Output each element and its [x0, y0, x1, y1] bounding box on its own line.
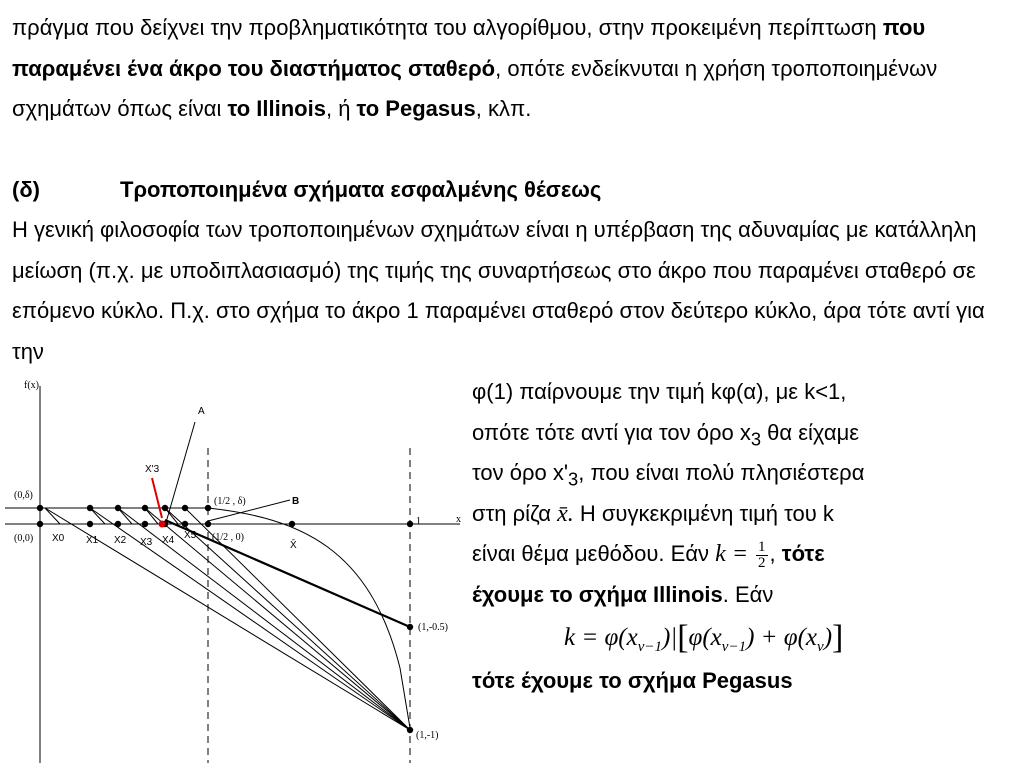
intro-paragraph	[12, 8, 1012, 130]
formula-left-bracket: [	[677, 619, 689, 656]
point	[407, 727, 413, 733]
zigzag	[90, 508, 105, 524]
right-line-3	[472, 453, 1017, 494]
label-x2: X2	[114, 535, 127, 546]
right-line-2	[472, 413, 1017, 454]
right-line-6-post: . Εάν	[722, 581, 774, 607]
modified-secant	[165, 520, 410, 627]
right-line-6	[472, 575, 1017, 616]
right-line-3-text: τον όρο x'	[472, 460, 569, 485]
formula-mid2: φ(x	[688, 624, 722, 651]
right-line-5	[472, 534, 1017, 575]
intro-text-1: πράγμα που δείχνει την προβληματικότητα του αλγορίθμου, στην προκειμένη περίπτωση	[12, 15, 883, 40]
right-line-5-text: είναι θέμα μεθόδου. Εάν	[472, 541, 716, 566]
illinois-scheme: έχουμε το σχήμα Illinois	[472, 581, 723, 607]
point	[162, 505, 168, 511]
false-position-diagram	[0, 378, 470, 768]
right-line-5-comma: ,	[769, 541, 782, 566]
right-column	[472, 372, 1017, 702]
intro-bold-pegasus: το Pegasus	[356, 96, 476, 121]
point	[115, 521, 121, 527]
label-0-0: (0,0)	[14, 533, 34, 544]
fraction-denominator: 2	[758, 554, 766, 571]
label-half-delta: (1/2 , δ)	[214, 496, 246, 507]
intro-text-2: , οπότε ενδείκνυται η χρήση τροποποιημένων σχημάτων όπως είναι	[12, 55, 938, 121]
secant	[145, 508, 410, 730]
y-axis-label: f(x)	[24, 380, 39, 391]
right-line-5-bold: τότε	[781, 541, 825, 566]
fraction-numerator: 1	[758, 538, 766, 555]
point	[87, 505, 93, 511]
label-1-minus-1: (1,-1)	[416, 730, 439, 741]
point	[182, 521, 188, 527]
label-0-delta: (0,δ)	[14, 490, 33, 501]
label-x3-prime: X'3	[145, 464, 160, 475]
label-x5: X5	[184, 530, 197, 541]
intro-bold-fixed-end: που παραμένει ένα άκρο του διαστήματος σταθερό	[12, 15, 926, 81]
right-line-4-text: στη ρίζα	[472, 500, 558, 526]
half-fraction	[756, 540, 768, 571]
point	[289, 521, 295, 527]
point	[407, 521, 413, 527]
point	[87, 521, 93, 527]
intro-bold-illinois: το Illinois	[227, 96, 326, 121]
secant	[165, 508, 410, 730]
formula-mid4: )	[823, 624, 833, 651]
x3-prime-point	[159, 521, 166, 528]
right-line-2-sub: 3	[750, 427, 762, 449]
right-line-1: φ(1) παίρνουμε την τιμή kφ(α), με k<1,	[472, 379, 847, 404]
formula-sub2: v−1	[721, 639, 747, 655]
label-x3: X3	[140, 537, 153, 548]
formula-mid1: )|	[662, 624, 678, 651]
point	[142, 521, 148, 527]
right-line-2-post: θα είχαμε	[761, 419, 860, 445]
formula-right-bracket: ]	[832, 619, 844, 656]
right-line-3-sub: 3	[568, 468, 579, 490]
formula-mid3: ) + φ(x	[746, 624, 818, 651]
point	[37, 521, 43, 527]
point	[407, 624, 413, 630]
pegasus-scheme: τότε έχουμε το σχήμα Pegasus	[472, 668, 793, 693]
label-x4: X4	[162, 535, 175, 546]
label-a: A	[198, 406, 205, 417]
line-to-a	[165, 422, 195, 526]
right-line-2-text: οπότε τότε αντί για τον όρο x	[472, 419, 751, 445]
right-line-3-post: , που είναι πολύ πλησιέστερα	[578, 460, 865, 485]
section-heading	[12, 170, 601, 210]
point	[115, 505, 121, 511]
point	[182, 505, 188, 511]
philosophy-paragraph: Η γενική φιλοσοφία των τροποποιημένων σχημάτων είναι η υπέρβαση της αδυναμίας με κατάλληλη μείωση (π.χ. με υποδιπλασιασμό) της τιμής της συναρτήσεως στο άκρο που παραμένει σταθερό σε επόμενο κύκλο. Π.χ. στο σχήμα το άκρο 1 παραμένει σταθερό στον δεύτερο κύκλο, άρα τότε αντί για την	[12, 217, 985, 364]
pegasus-formula	[472, 615, 1017, 661]
x-axis-label: x	[456, 514, 461, 525]
label-one: 1	[416, 516, 421, 527]
right-line-4	[472, 494, 1017, 535]
right-line-8	[472, 661, 1017, 702]
section-title: Τροποποιημένα σχήματα εσφαλμένης θέσεως	[120, 177, 602, 202]
point	[205, 521, 211, 527]
point	[142, 505, 148, 511]
secant	[90, 508, 410, 730]
label-half-0: (1/2 , 0)	[212, 532, 244, 543]
point	[205, 505, 211, 511]
x3-prime-marker	[152, 478, 162, 518]
point	[37, 505, 43, 511]
label-xbar: X̄	[290, 540, 297, 551]
label-1-minus-half: (1,-0.5)	[418, 622, 448, 633]
section-label: (δ)	[12, 177, 40, 202]
intro-text-3: , ή	[325, 96, 357, 121]
formula-sub1: v−1	[637, 639, 662, 655]
root-symbol: x̄.	[557, 500, 574, 527]
right-line-4-post: Η συγκεκριμένη τιμή του k	[573, 500, 834, 526]
formula-lhs: k = φ(x	[564, 624, 638, 651]
equals-symbol: =	[725, 541, 755, 567]
label-x0: X0	[52, 533, 65, 544]
label-b: B	[292, 496, 300, 507]
label-x1: X1	[86, 535, 99, 546]
k-symbol: k	[715, 541, 726, 567]
intro-text-4: , κλπ.	[475, 96, 532, 121]
formula-sub3: v	[817, 639, 824, 655]
